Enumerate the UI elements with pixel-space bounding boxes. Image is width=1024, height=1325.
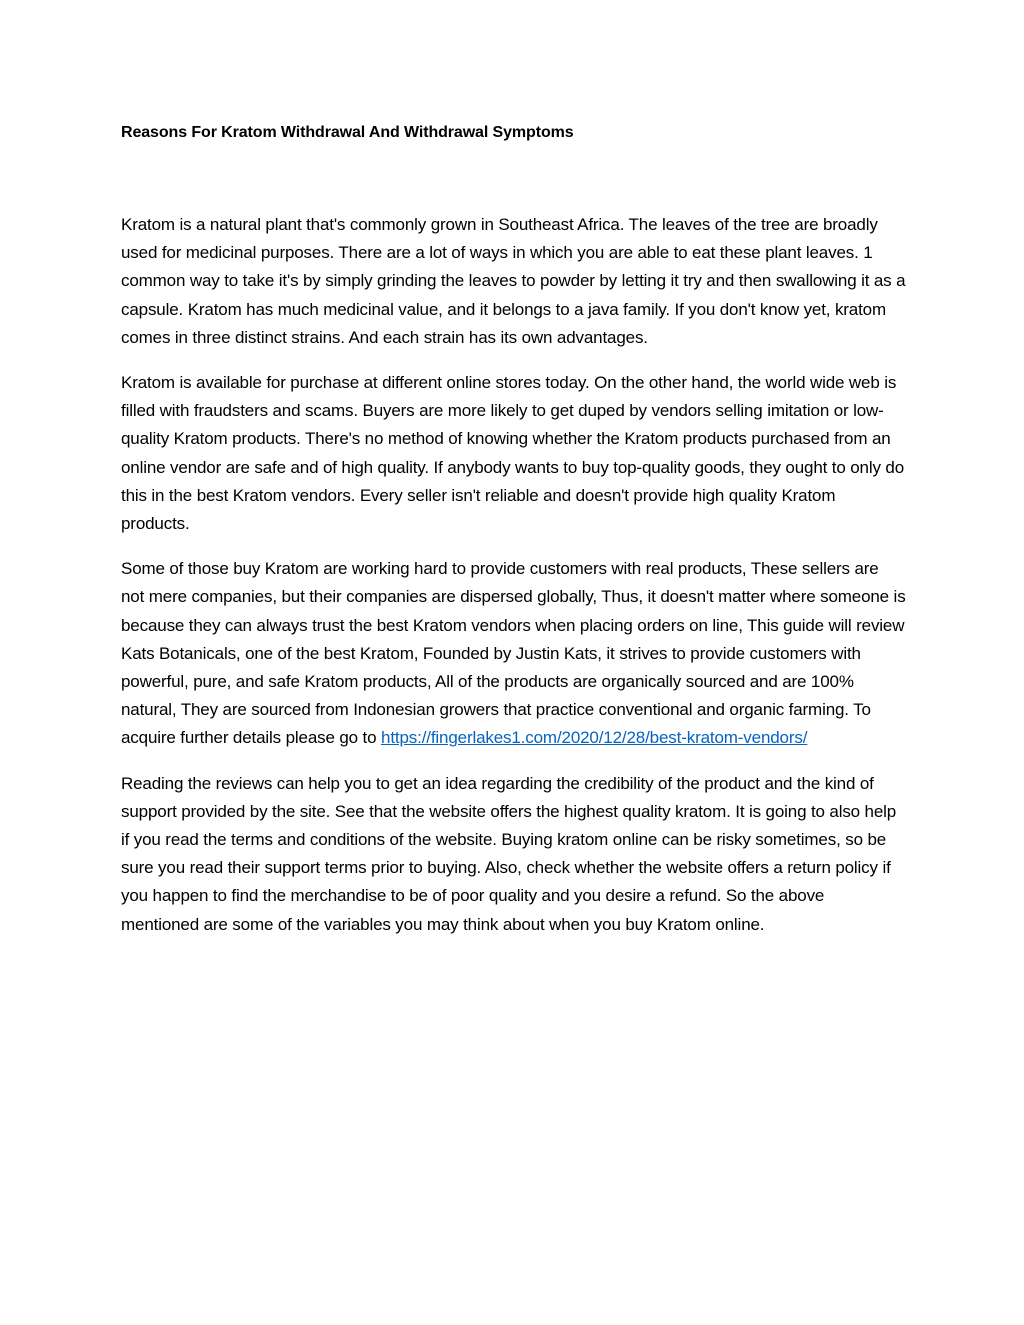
paragraph-online-stores: Kratom is available for purchase at different online stores today. On the other hand, the world wide web is filled with fraudsters and scams. Buyers are more likely to get duped by vendors selling imitation or low-quality Kratom products. There's no method of knowing whether the Kratom products purchased from an online vendor are safe and of high quality. If anybody wants to buy top-quality goods, they ought to only do this in the best Kratom vendors. Every seller isn't reliable and doesn't provide high quality Kratom products. bbox=[121, 373, 905, 534]
paragraph-intro: Kratom is a natural plant that's commonly grown in Southeast Africa. The leaves of the tree are broadly used for medicinal purposes. There are a lot of ways in which you are able to eat these plant leaves. 1 common way to take it's by simply grinding the leaves to powder by letting it try and then swallowing it as a capsule. Kratom has much medicinal value, and it belongs to a java family. If you don't know yet, kratom comes in three distinct strains. And each strain has its own advantages. bbox=[121, 215, 906, 347]
document-title: Reasons For Kratom Withdrawal And Withdrawal Symptoms bbox=[121, 124, 574, 141]
best-kratom-vendors-link[interactable]: https://fingerlakes1.com/2020/12/28/best-kratom-vendors/ bbox=[381, 728, 808, 748]
paragraph-sellers-text: Some of those buy Kratom are working hard to provide customers with real products, These sellers are not mere companies, but their companies are dispersed globally, Thus, it doesn't matter where someone is because they can always trust the best Kratom vendors when placing orders on line, This guide will review Kats Botanicals, one of the best Kratom, Founded by Justin Kats, it strives to provide customers with powerful, pure, and safe Kratom products, All of the products are organically sourced and are 100% natural, They are sourced from Indonesian growers that practice conventional and organic farming. To acquire further details please go to bbox=[121, 559, 906, 748]
paragraph-reviews: Reading the reviews can help you to get an idea regarding the credibility of the product and the kind of support provided by the site. See that the website offers the highest quality kratom. It is going to also help if you read the terms and conditions of the website. Buying kratom online can be risky sometimes, so be sure you read their support terms prior to buying. Also, check whether the website offers a return policy if you happen to find the merchandise to be of poor quality and you desire a refund. So the above mentioned are some of the variables you may think about when you buy Kratom online. bbox=[121, 773, 897, 934]
document-body bbox=[121, 119, 906, 956]
paragraph-sellers bbox=[121, 555, 906, 752]
